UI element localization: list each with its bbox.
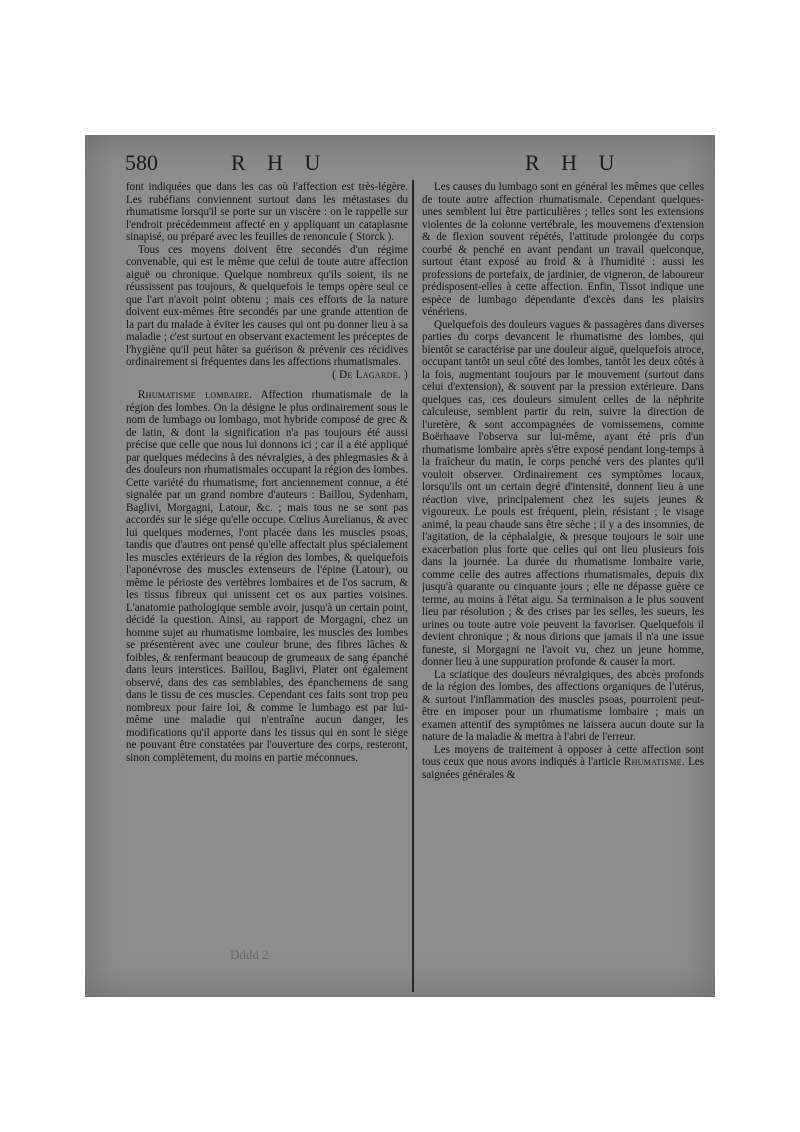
paragraph: La sciatique des douleurs névralgiques, des abcès profonds de la région des lombes, des affections organiques de l'utérus, & surtout l'inflammation des muscles psoas, pourroient peut-être en imposer pour un rhumatisme lombaire ; mais un examen attentif des symptômes ne laissera aucun doute sur la nature de la maladie & mettra à l'abri de l'erreur.: [422, 668, 704, 743]
paragraph: Quelquefois des douleurs vagues & passagères dans diverses parties du corps devancent le rhumatisme des lombes, qui bientôt se caractérise par une douleur aiguë, quelquefois atroce, occupant tantôt un seul côté des lombes, tantôt les deux côtés à la fois, augmentant toujours par le mouvement (surtout dans celui d'extension), & souvent par la pression extérieure. Dans quelques cas, ces douleurs simulent celles de la néphrite calculeuse, semblent partir du rein, suivre la direction de l'uretère, & sont accompagnées de vomissemens, comme Boërhaave l'observa sur lui-même, ayant été pris d'un rhumatisme lombaire après s'être exposé pendant long-temps à la fraîcheur du matin, le corps penché vers des plantes qu'il vouloit observer. Ordinairement ces symptômes locaux, lorsqu'ils ont un certain degré d'intensité, donnent lieu à une réaction vive, principalement chez les sujets jeunes & vigoureux. Le pouls est fréquent, plein, résistant ; le visage animé, la peau chaude sans être sèche ; il y a des insomnies, de l'agitation, de la céphalalgie, & presque toujours le soir une exacerbation plus forte que celles qui ont lieu plusieurs fois dans la journée. La durée du rhumatisme lombaire varie, comme celle des autres affections rhumatismales, depuis dix jusqu'à quarante ou cinquante jours ; elle ne dépasse guère ce terme, au moins à l'état aigu. Sa terminaison a le plus souvent lieu par résolution ; & des crises par les selles, les sueurs, les urines ou toute autre voie peuvent la favoriser. Quelquefois il devient chronique ; & nous dirions que jamais il n'a une issue funeste, si Morgagni ne l'avoit vu, chez un jeune homme, donner lieu à une suppuration profonde & causer la mort.: [422, 318, 704, 668]
running-title-left: R H U: [231, 150, 329, 175]
page-header: [125, 150, 685, 182]
paragraph: Tous ces moyens doivent être secondés d'un régime convenable, qui est le même que celui de toute autre affection aiguë ou chronique. Quelque nombreux qu'ils soient, ils ne réussissent pas toujours, & quelquefois le temps opère seul ce que l'art n'avoit point obtenu ; mais ces efforts de la nature doivent eux-mêmes être secondés par une grande attention de la part du malade à éviter les causes qui ont pu donner lieu à sa maladie ; c'est surtout en observant exactement les préceptes de l'hygiène qu'il peut hâter sa guérison & prévenir ces récidives ordinairement si fréquentes dans les affections rhumatismales.: [126, 243, 408, 368]
paragraph: Affection rhumatismale de la région des lombes. On la désigne le plus ordinairement sous le nom de lumbago ou lombago, mot hybride composé de grec & de latin, & dont la signification n'a pas toujours été aussi précise que celle que nous lui donnons ici ; car il a été appliqué par quelques médecins à des névralgies, à des phlegmasies & à des douleurs non rhumatismales occupant la région des lombes. Cette variété du rhumatisme, fort anciennement connue, a été signalée par un grand nombre d'auteurs : Baillou, Sydenham, Baglivi, Morgagni, Latour, &c. ; mais tous ne se sont pas accordés sur le siége qu'elle occupe. Cœlius Aurelianus, & avec lui quelques modernes, l'ont placée dans les muscles psoas, tandis que d'autres ont pensé qu'elle affectait plus spécialement les muscles extérieurs de la région des lombes, & quelquefois l'aponévrose des muscles extenseurs de l'épine (Latour), ou même le périoste des vertèbres lombaires et de l'os sacrum, & les tissus fibreux qui unissent cet os aux parties voisines. L'anatomie pathologique semble avoir, jusqu'à un certain point, décidé la question. Ainsi, au rapport de Morgagni, chez un homme sujet au rhumatisme lombaire, les muscles des lombes se présentèrent avec une couleur brune, des fibres lâches & foibles, & renfermant beaucoup de grumeaux de sang épanché dans leurs interstices. Baillou, Baglivi, Plater ont également observé, dans des cas semblables, des épanchemens de sang dans le tissu de ces muscles. Cependant ces faits sont trop peu nombreux pour faire loi, & comme le lumbago est par lui-même une maladie qui n'entraîne aucun danger, les modifications qu'il apporte dans les tissus qui en sont le siége ne pouvant être constatées par l'ouverture des corps, resteront, sinon complètement, du moins en partie méconnues.: [126, 389, 408, 764]
paragraph: Les causes du lumbago sont en général les mêmes que celles de toute autre affection rhumatismale. Cependant quelques-unes semblent lui être particulières ; telles sont les extensions violentes de la colonne vertébrale, les mouvemens d'extension & de flexion souvent répétés, l'attitude prolongée du corps courbé & penché en avant pendant un travail quelconque, surtout étant exposé au froid & à l'humidité : aussi les professions de portefaix, de jardinier, de vigneron, de laboureur prédisposent-elles à cette affection. Enfin, Tissot indique une espèce de lumbago dépendante d'excès dans les plaisirs vénériens.: [422, 181, 704, 318]
page-number: 580: [125, 150, 158, 175]
entry-heading: Rhumatisme lombaire.: [138, 389, 253, 401]
author-signature: ( De Lagarde. ): [332, 368, 408, 381]
cross-reference: Rhumatisme.: [623, 756, 685, 768]
paragraph: Les moyens de traitement à opposer à cette affection sont tous ceux que nous avons indiqués à l'article: [422, 743, 704, 768]
scanned-page: [85, 135, 715, 997]
running-title-right: R H U: [525, 150, 623, 175]
right-column: [422, 181, 704, 989]
left-column: [126, 181, 408, 989]
paragraph-continuation: Les saignées générales &: [422, 756, 704, 781]
paragraph: font indiquées que dans les cas où l'affection est très-légère. Les rubéfians conviennent surtout dans les métastases du rhumatisme lorsqu'il se porte sur un viscère : on le rappelle sur l'endroit précédemment affecté en y appliquant un cataplasme sinapisé, ou préparé avec les feuilles de renoncule ( Storck ).: [126, 181, 408, 243]
column-divider: [412, 180, 414, 992]
signature-mark: Dddd 2: [230, 947, 269, 962]
